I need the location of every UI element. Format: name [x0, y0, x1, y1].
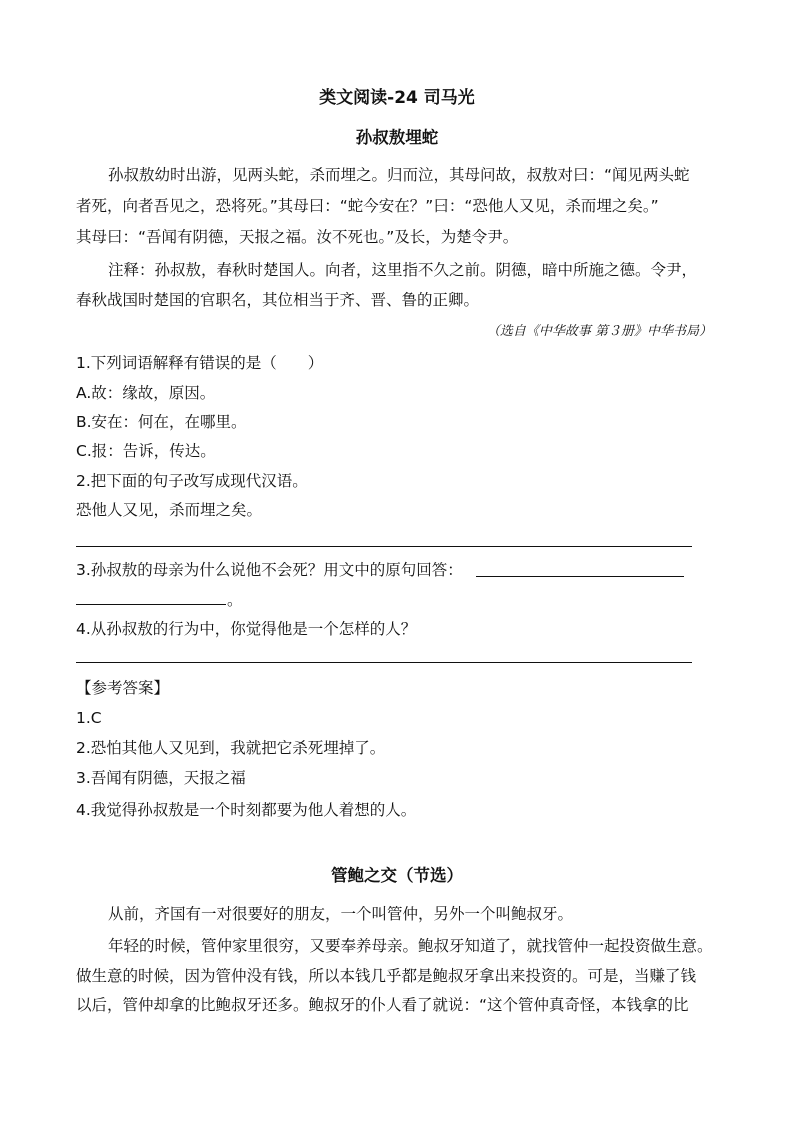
story-paragraph-line: 孙叔敖幼时出游，见两头蛇，杀而埋之。归而泣，其母问故，叔敖对曰：“闻见两头蛇: [108, 166, 690, 184]
answer-1: 1.C: [76, 709, 102, 727]
annotation-line: 春秋战国时楚国的官职名，其位相当于齐、晋、鲁的正卿。: [76, 291, 480, 309]
question-3-end: 。: [227, 591, 243, 609]
story-2-paragraph-line: 以后，管仲却拿的比鲍叔牙还多。鲍叔牙的仆人看了就说：“这个管仲真奇怪，本钱拿的比: [76, 996, 689, 1014]
answer-line: [76, 604, 226, 605]
story-2-paragraph-line: 年轻的时候，管仲家里很穷，又要奉养母亲。鲍叔牙知道了，就找管仲一起投资做生意。: [108, 937, 713, 955]
answer-2: 2.恐怕其他人又见到，我就把它杀死埋掉了。: [76, 739, 386, 757]
annotation-line: 注释：孙叔敖，春秋时楚国人。向者，这里指不久之前。阴德，暗中所施之德。令尹，: [108, 261, 698, 279]
story-2-title: 管鲍之交（节选）: [331, 866, 463, 885]
answer-line: [476, 576, 684, 577]
story-2-paragraph-line: 做生意的时候，因为管仲没有钱，所以本钱几乎都是鲍叔牙拿出来投资的。可是，当赚了钱: [76, 967, 697, 985]
document-title: 类文阅读-24 司马光: [319, 88, 475, 108]
question-4: 4.从孙叔敖的行为中，你觉得他是一个怎样的人？: [76, 620, 417, 638]
story-paragraph-line: 其母曰：“吾闻有阴德，天报之福。汝不死也。”及长，为楚令尹。: [76, 228, 519, 246]
answer-line: [76, 546, 692, 547]
story-paragraph-line: 者死，向者吾见之，恐将死。”其母曰：“蛇今安在？”曰：“恐他人又见，杀而埋之矣。”: [76, 197, 659, 215]
story-2-paragraph: 从前，齐国有一对很要好的朋友，一个叫管仲，另外一个叫鲍叔牙。: [108, 905, 574, 923]
question-2-sentence: 恐他人又见，杀而埋之矣。: [76, 501, 263, 519]
option-c: C.报：告诉，传达。: [76, 442, 216, 460]
source-citation: （选自《中华故事 第３册》中华书局）: [486, 324, 712, 339]
question-1: 1.下列词语解释有错误的是（ ）: [76, 354, 324, 372]
option-b: B.安在：何在，在哪里。: [76, 413, 247, 431]
answer-4: 4.我觉得孙叔敖是一个时刻都要为他人着想的人。: [76, 801, 417, 819]
option-a: A.故：缘故，原因。: [76, 384, 216, 402]
answer-line: [76, 662, 692, 663]
story-title: 孙叔敖埋蛇: [355, 128, 439, 147]
answers-heading: 【参考答案】: [76, 679, 170, 697]
answer-3: 3.吾闻有阴德，天报之福: [76, 769, 246, 787]
question-3: 3.孙叔敖的母亲为什么说他不会死？用文中的原句回答：: [76, 561, 463, 579]
question-2: 2.把下面的句子改写成现代汉语。: [76, 472, 308, 490]
